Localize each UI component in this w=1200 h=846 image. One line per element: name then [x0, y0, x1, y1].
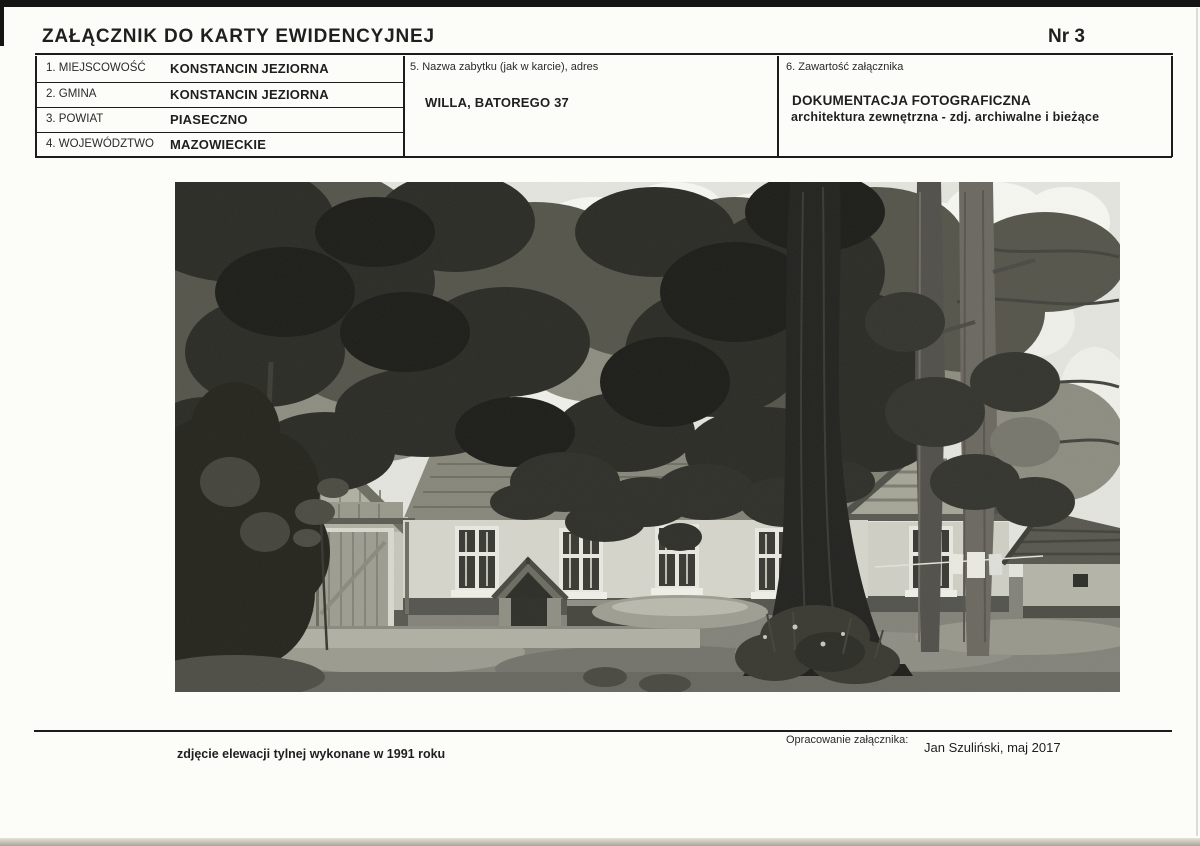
- document-title: ZAŁĄCZNIK DO KARTY EWIDENCYJNEJ: [42, 26, 435, 47]
- table-border-right: [1171, 56, 1173, 157]
- photo-svg: [175, 182, 1120, 692]
- field-value-powiat: PIASECZNO: [170, 112, 248, 127]
- table-border-bottom: [35, 156, 1172, 158]
- field-value-monument: WILLA, BATOREGO 37: [425, 95, 569, 110]
- row-separator-2: [35, 107, 404, 109]
- table-divider-2: [777, 56, 779, 157]
- field-label-miejscowosc: 1. MIEJSCOWOŚĆ: [46, 62, 146, 74]
- field-label-powiat: 3. POWIAT: [46, 113, 104, 125]
- field-label-gmina: 2. GMINA: [46, 88, 97, 100]
- footer-rule: [34, 730, 1172, 732]
- row-separator-1: [35, 82, 404, 84]
- scan-edge-left: [0, 0, 4, 46]
- prepared-by-value: Jan Szuliński, maj 2017: [924, 740, 1061, 755]
- field-label-monument: 5. Nazwa zabytku (jak w karcie), adres: [410, 61, 599, 73]
- row-separator-3: [35, 132, 404, 134]
- attachment-number: Nr 3: [1048, 26, 1085, 47]
- scan-edge-bottom: [0, 838, 1200, 846]
- field-value-contents-line1: DOKUMENTACJA FOTOGRAFICZNA: [792, 93, 1031, 108]
- photo-caption: zdjęcie elewacji tylnej wykonane w 1991 roku: [177, 747, 446, 761]
- field-value-contents-line2: architektura zewnętrzna - zdj. archiwalne i bieżące: [791, 110, 1100, 124]
- title-underline: [35, 53, 1173, 55]
- field-label-contents: 6. Zawartość załącznika: [786, 61, 904, 73]
- field-label-wojewodztwo: 4. WOJEWÓDZTWO: [46, 138, 154, 150]
- film-grain: [175, 182, 1120, 692]
- photo-area: [175, 182, 1120, 692]
- scan-edge-right: [1196, 8, 1198, 836]
- field-value-wojewodztwo: MAZOWIECKIE: [170, 137, 267, 152]
- scan-edge-top: [0, 0, 1200, 7]
- field-value-gmina: KONSTANCIN JEZIORNA: [170, 87, 329, 102]
- prepared-by-label: Opracowanie załącznika:: [786, 734, 909, 746]
- field-value-miejscowosc: KONSTANCIN JEZIORNA: [170, 61, 329, 76]
